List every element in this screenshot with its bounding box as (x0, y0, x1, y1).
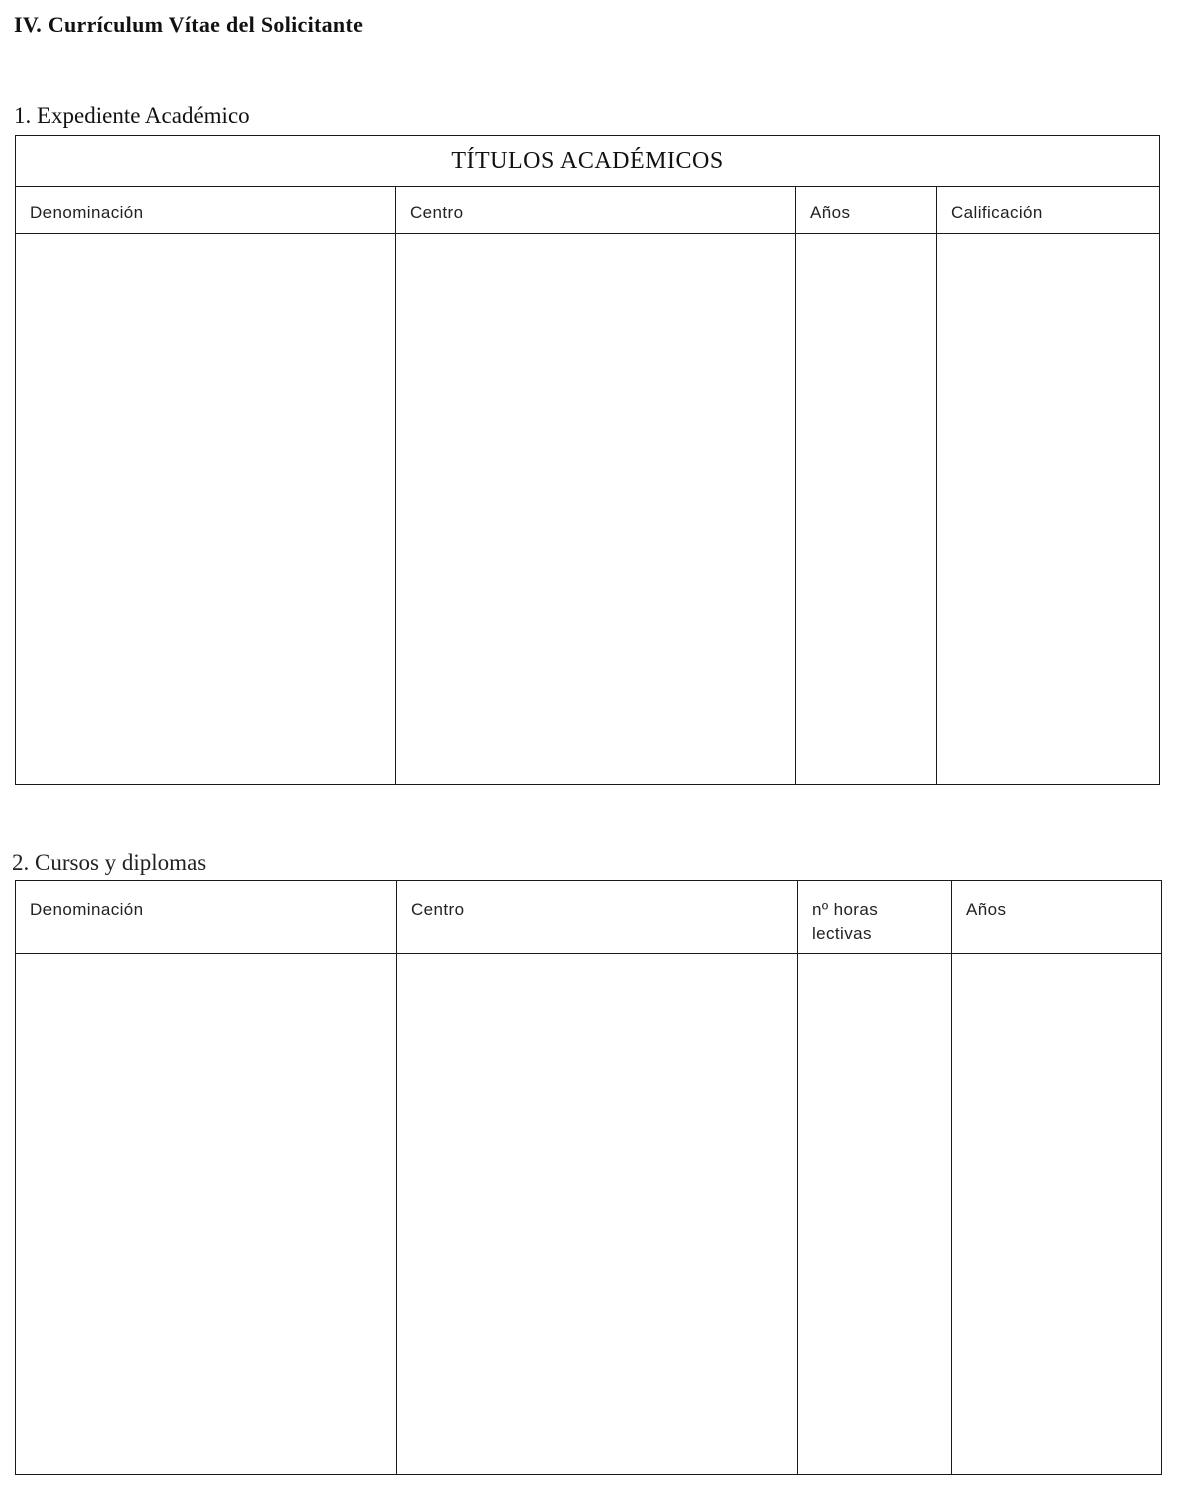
academic-titles-table (15, 135, 1160, 785)
column-header-label: Años (810, 203, 851, 222)
column-header-label: Años (966, 900, 1007, 919)
section-heading-academic-record: 1. Expediente Académico (14, 103, 250, 128)
entry-cell-calificacion[interactable] (937, 234, 1160, 785)
entry-cell-horas-lectivas[interactable] (798, 954, 952, 1475)
entry-cell-centro[interactable] (397, 954, 798, 1475)
document-title: IV. Currículum Vítae del Solicitante (14, 12, 364, 37)
column-header-centro (396, 187, 796, 234)
column-header-denominacion (16, 187, 396, 234)
table-header-row (16, 187, 1160, 234)
entry-cell-denominacion[interactable] (16, 234, 396, 785)
section-heading-courses: 2. Cursos y diplomas (12, 850, 207, 875)
table-title-row (16, 136, 1160, 187)
table-body-row (16, 234, 1160, 785)
column-header-calificacion (937, 187, 1160, 234)
column-header-centro (397, 881, 798, 954)
column-header-anos (952, 881, 1162, 954)
table-title: TÍTULOS ACADÉMICOS (16, 136, 1160, 187)
column-header-label: Centro (410, 203, 464, 222)
column-header-anos (796, 187, 937, 234)
column-header-label: nº horas lectivas (812, 900, 879, 943)
courses-diplomas-table (15, 880, 1162, 1475)
table-body-row (16, 954, 1162, 1475)
entry-cell-anos[interactable] (796, 234, 937, 785)
column-header-denominacion (16, 881, 397, 954)
table-header-row (16, 881, 1162, 954)
column-header-horas-lectivas (798, 881, 952, 954)
column-header-label: Calificación (951, 203, 1043, 222)
entry-cell-centro[interactable] (396, 234, 796, 785)
column-header-label: Centro (411, 900, 465, 919)
column-header-label: Denominación (30, 900, 144, 919)
entry-cell-anos[interactable] (952, 954, 1162, 1475)
column-header-label: Denominación (30, 203, 144, 222)
entry-cell-denominacion[interactable] (16, 954, 397, 1475)
